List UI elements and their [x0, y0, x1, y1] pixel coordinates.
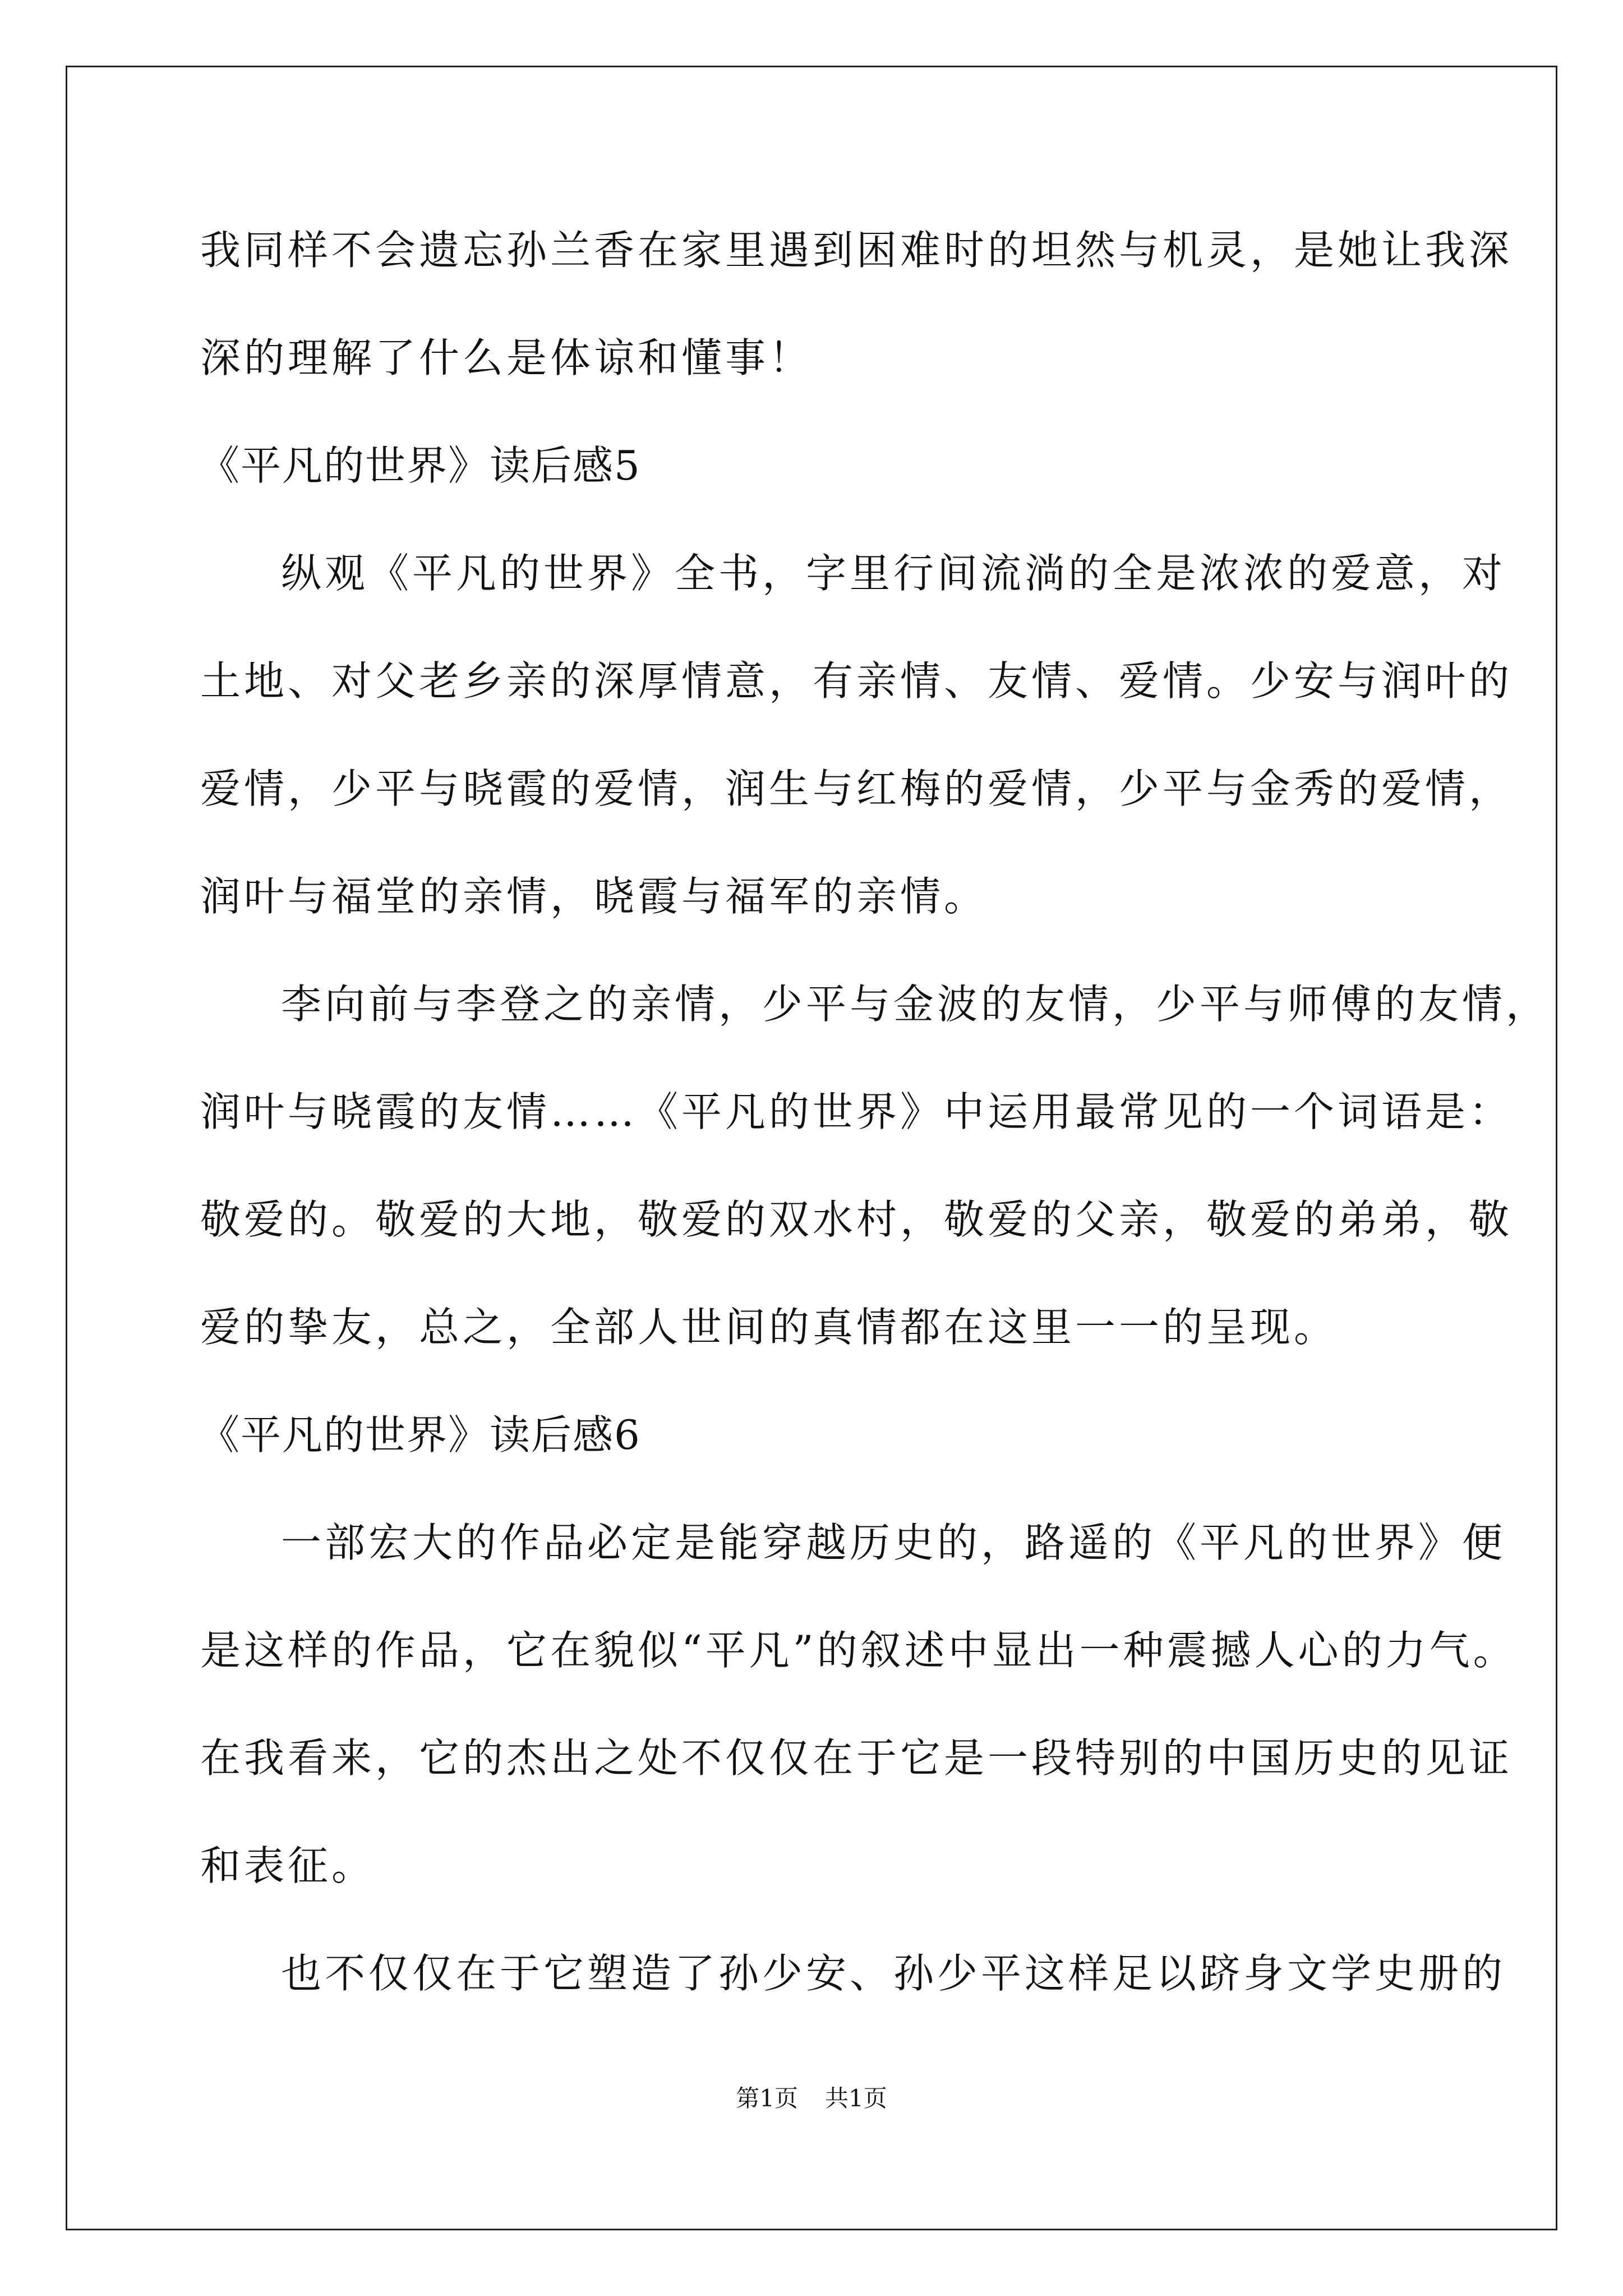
paragraph-line: 敬爱的。敬爱的大地，敬爱的双水村，敬爱的父亲，敬爱的弟弟，敬: [200, 1196, 1513, 1243]
paragraph-line: 是这样的作品，它在貌似“平凡”的叙述中显出一种震撼人心的力气。: [200, 1627, 1517, 1674]
section-heading: 《平凡的世界》读后感6: [199, 1411, 641, 1458]
paragraph-line: 李向前与李登之的亲情，少平与金波的友情，少平与师傅的友情，: [281, 981, 1550, 1028]
paragraph-line: 爱情，少平与晓霞的爱情，润生与红梅的爱情，少平与金秀的爱情，: [200, 765, 1513, 812]
page-number-current: 第1页: [736, 2085, 798, 2112]
paragraph-line: 也不仅仅在于它塑造了孙少安、孙少平这样足以跻身文学史册的: [281, 1950, 1506, 1997]
paragraph-line: 润叶与福堂的亲情，晓霞与福军的亲情。: [200, 873, 988, 920]
paragraph-line: 爱的挚友，总之，全部人世间的真情都在这里一一的呈现。: [200, 1304, 1338, 1351]
paragraph-line: 润叶与晓霞的友情……《平凡的世界》中运用最常见的一个词语是：: [200, 1088, 1513, 1135]
paragraph-line: 深的理解了什么是体谅和懂事！: [200, 334, 813, 381]
section-heading: 《平凡的世界》读后感5: [199, 442, 641, 489]
paragraph-line: 一部宏大的作品必定是能穿越历史的，路遥的《平凡的世界》便: [281, 1519, 1506, 1566]
paragraph-line: 我同样不会遗忘孙兰香在家里遇到困难时的坦然与机灵，是她让我深: [200, 227, 1513, 274]
paragraph-line: 纵观《平凡的世界》全书，字里行间流淌的全是浓浓的爱意，对: [281, 550, 1506, 597]
paragraph-line: 土地、对父老乡亲的深厚情意，有亲情、友情、爱情。少安与润叶的: [200, 657, 1513, 705]
page-number-total: 共1页: [825, 2085, 887, 2112]
paragraph-line: 在我看来，它的杰出之处不仅仅在于它是一段特别的中国历史的见证: [200, 1734, 1513, 1782]
page-footer: [0, 2083, 1623, 2114]
page-border: [66, 66, 1557, 2230]
paragraph-line: 和表征。: [200, 1842, 376, 1889]
